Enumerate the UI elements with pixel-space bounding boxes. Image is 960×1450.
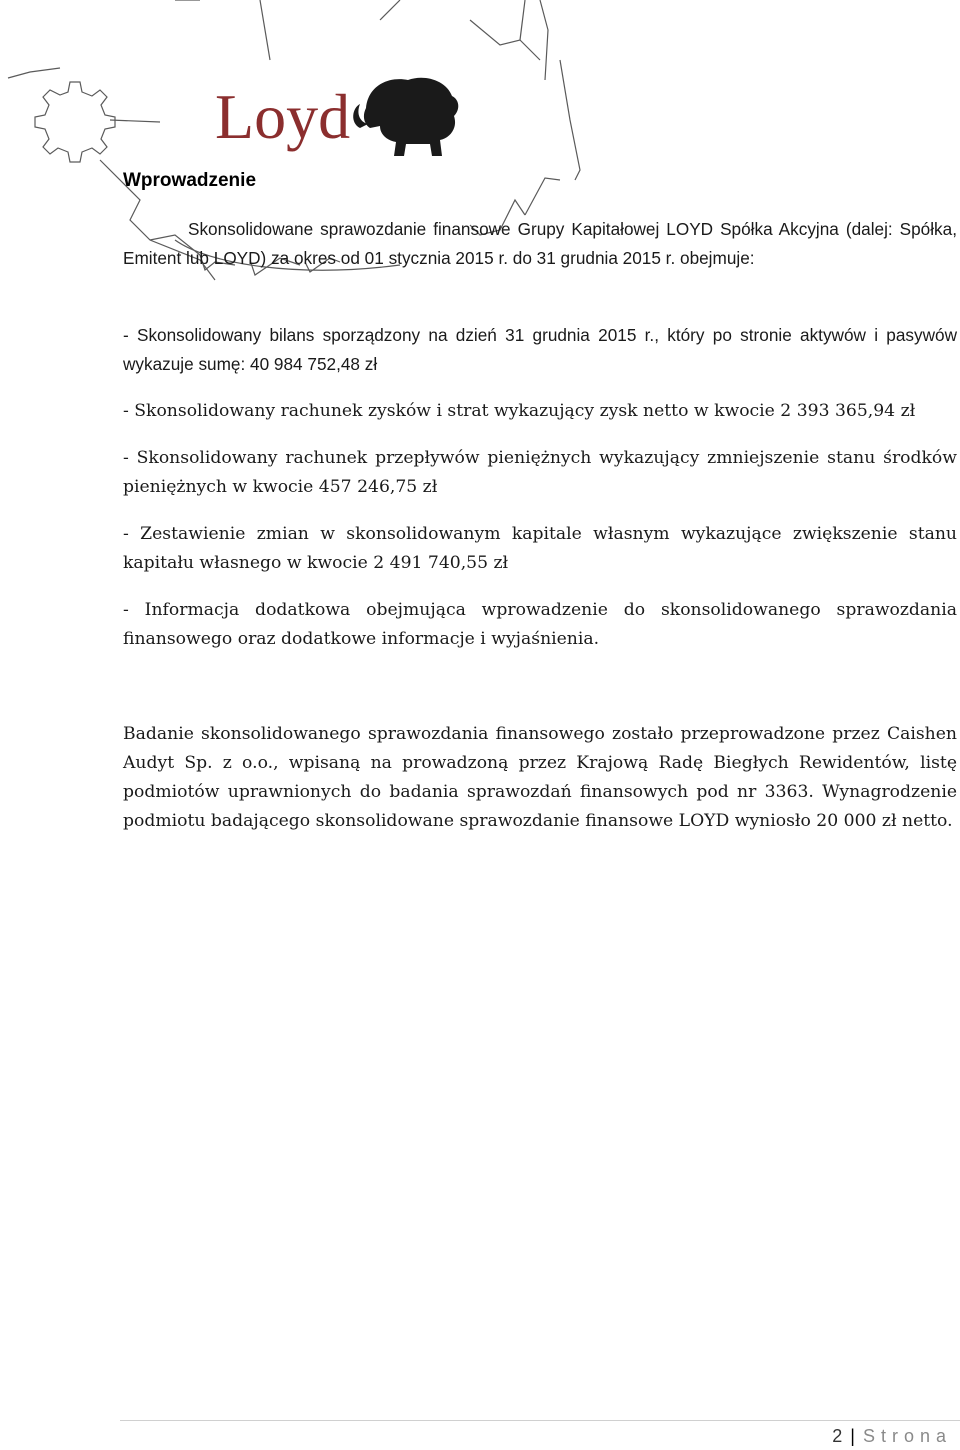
- list-item: - Skonsolidowany rachunek przepływów pieniężnych wykazujący zmniejszenie stanu środków pieniężnych w kwocie 457 246,75 zł: [123, 448, 957, 497]
- lion-icon: [353, 78, 458, 156]
- page-label: Strona: [862, 1426, 952, 1446]
- page-number: 2: [832, 1426, 843, 1446]
- list-item: - Zestawienie zmian w skonsolidowanym kapitale własnym wykazujące zwiększenie stanu kapitału własnego w kwocie 2 491 740,55 zł: [123, 524, 957, 573]
- logo-wordmark: Loyd: [215, 81, 351, 152]
- page-footer: [832, 1426, 952, 1447]
- section-heading: Wprowadzenie: [123, 170, 257, 191]
- list-item: - Skonsolidowany bilans sporządzony na dzień 31 grudnia 2015 r., który po stronie aktywów i pasywów wykazuje sumę: 40 984 752,48 zł: [123, 325, 957, 374]
- list-item: - Skonsolidowany rachunek zysków i strat wykazujący zysk netto w kwocie 2 393 365,94 zł: [123, 401, 916, 421]
- company-logo: [210, 68, 470, 163]
- audit-paragraph: Badanie skonsolidowanego sprawozdania finansowego zostało przeprowadzone przez Caishen Audyt Sp. z o.o., wpisaną na prowadzoną przez Krajową Radę Biegłych Rewidentów, listę podmiotów uprawnionych do badania sprawozdań finansowych pod nr 3363. Wynagrodzenie podmiotu badającego skonsolidowane sprawozdanie finansowe LOYD wyniosło 20 000 zł netto.: [123, 724, 957, 831]
- footer-separator: |: [850, 1426, 855, 1446]
- list-item: - Informacja dodatkowa obejmująca wprowadzenie do skonsolidowanego sprawozdania finansowego oraz dodatkowe informacje i wyjaśnienia.: [123, 600, 957, 649]
- footer-divider: [120, 1420, 960, 1421]
- intro-paragraph: Skonsolidowane sprawozdanie finansowe Grupy Kapitałowej LOYD Spółka Akcyjna (dalej: Spółka, Emitent lub LOYD) za okres od 01 stycznia 2015 r. do 31 grudnia 2015 r. obejmuje:: [123, 219, 957, 268]
